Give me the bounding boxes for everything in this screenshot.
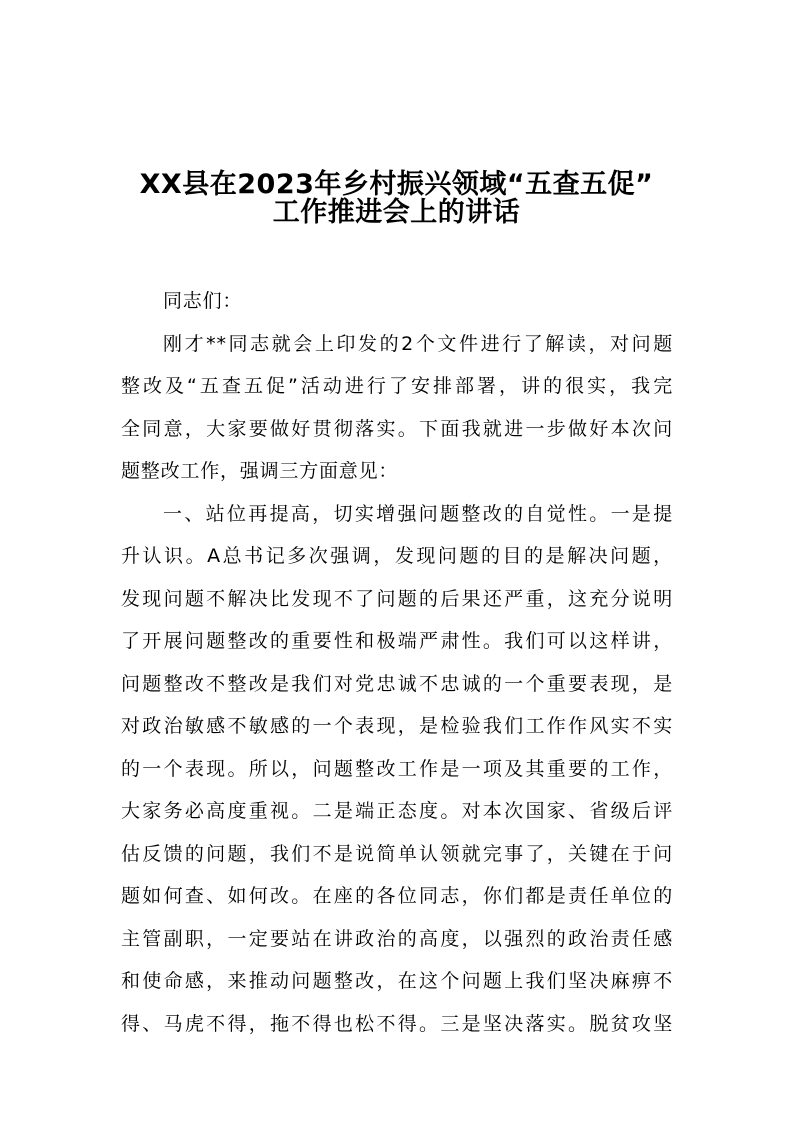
body-line: 对政治敏感不敏感的一个表现，是检验我们工作作风实不实 bbox=[121, 715, 673, 737]
body-line: 问题整改不整改是我们对党忠诚不忠诚的一个重要表现，是 bbox=[121, 672, 673, 695]
body-line: 和使命感，来推动问题整改，在这个问题上我们坚决麻痹不 bbox=[121, 970, 673, 992]
body-line: 了开展问题整改的重要性和极端严肃性。我们可以这样讲， bbox=[121, 630, 673, 652]
body-line: 主管副职，一定要站在讲政治的高度，以强烈的政治责任感 bbox=[121, 927, 673, 950]
document-title-line-2: 工作推进会上的讲话 bbox=[272, 197, 521, 228]
body-line: 得、马虎不得，拖不得也松不得。三是坚决落实。脱贫攻坚 bbox=[121, 1012, 673, 1035]
body-line: 同志们： bbox=[163, 290, 243, 312]
body-line: 发现问题不解决比发现不了问题的后果还严重，这充分说明 bbox=[121, 587, 673, 610]
body-line: 大家务必高度重视。二是端正态度。对本次国家、省级后评 bbox=[121, 800, 673, 822]
body-line: 升认识。A总书记多次强调，发现问题的目的是解决问题， bbox=[121, 545, 673, 567]
document-body bbox=[121, 280, 673, 1045]
body-line: 题整改工作，强调三方面意见： bbox=[121, 460, 399, 482]
body-line: 的一个表现。所以，问题整改工作是一项及其重要的工作， bbox=[121, 757, 673, 780]
body-line: 一、站位再提高，切实增强问题整改的自觉性。一是提 bbox=[163, 502, 673, 525]
body-line: 整改及“五查五促”活动进行了安排部署，讲的很实，我完 bbox=[121, 375, 673, 397]
body-line: 题如何查、如何改。在座的各位同志，你们都是责任单位的 bbox=[121, 885, 673, 907]
body-line: 刚才**同志就会上印发的2个文件进行了解读，对问题 bbox=[163, 332, 673, 355]
body-line: 全同意，大家要做好贯彻落实。下面我就进一步做好本次问 bbox=[121, 417, 673, 440]
body-line: 估反馈的问题，我们不是说简单认领就完事了，关键在于问 bbox=[121, 842, 673, 865]
document-title-line-1: XX县在2023年乡村振兴领域“五查五促” bbox=[139, 169, 654, 200]
